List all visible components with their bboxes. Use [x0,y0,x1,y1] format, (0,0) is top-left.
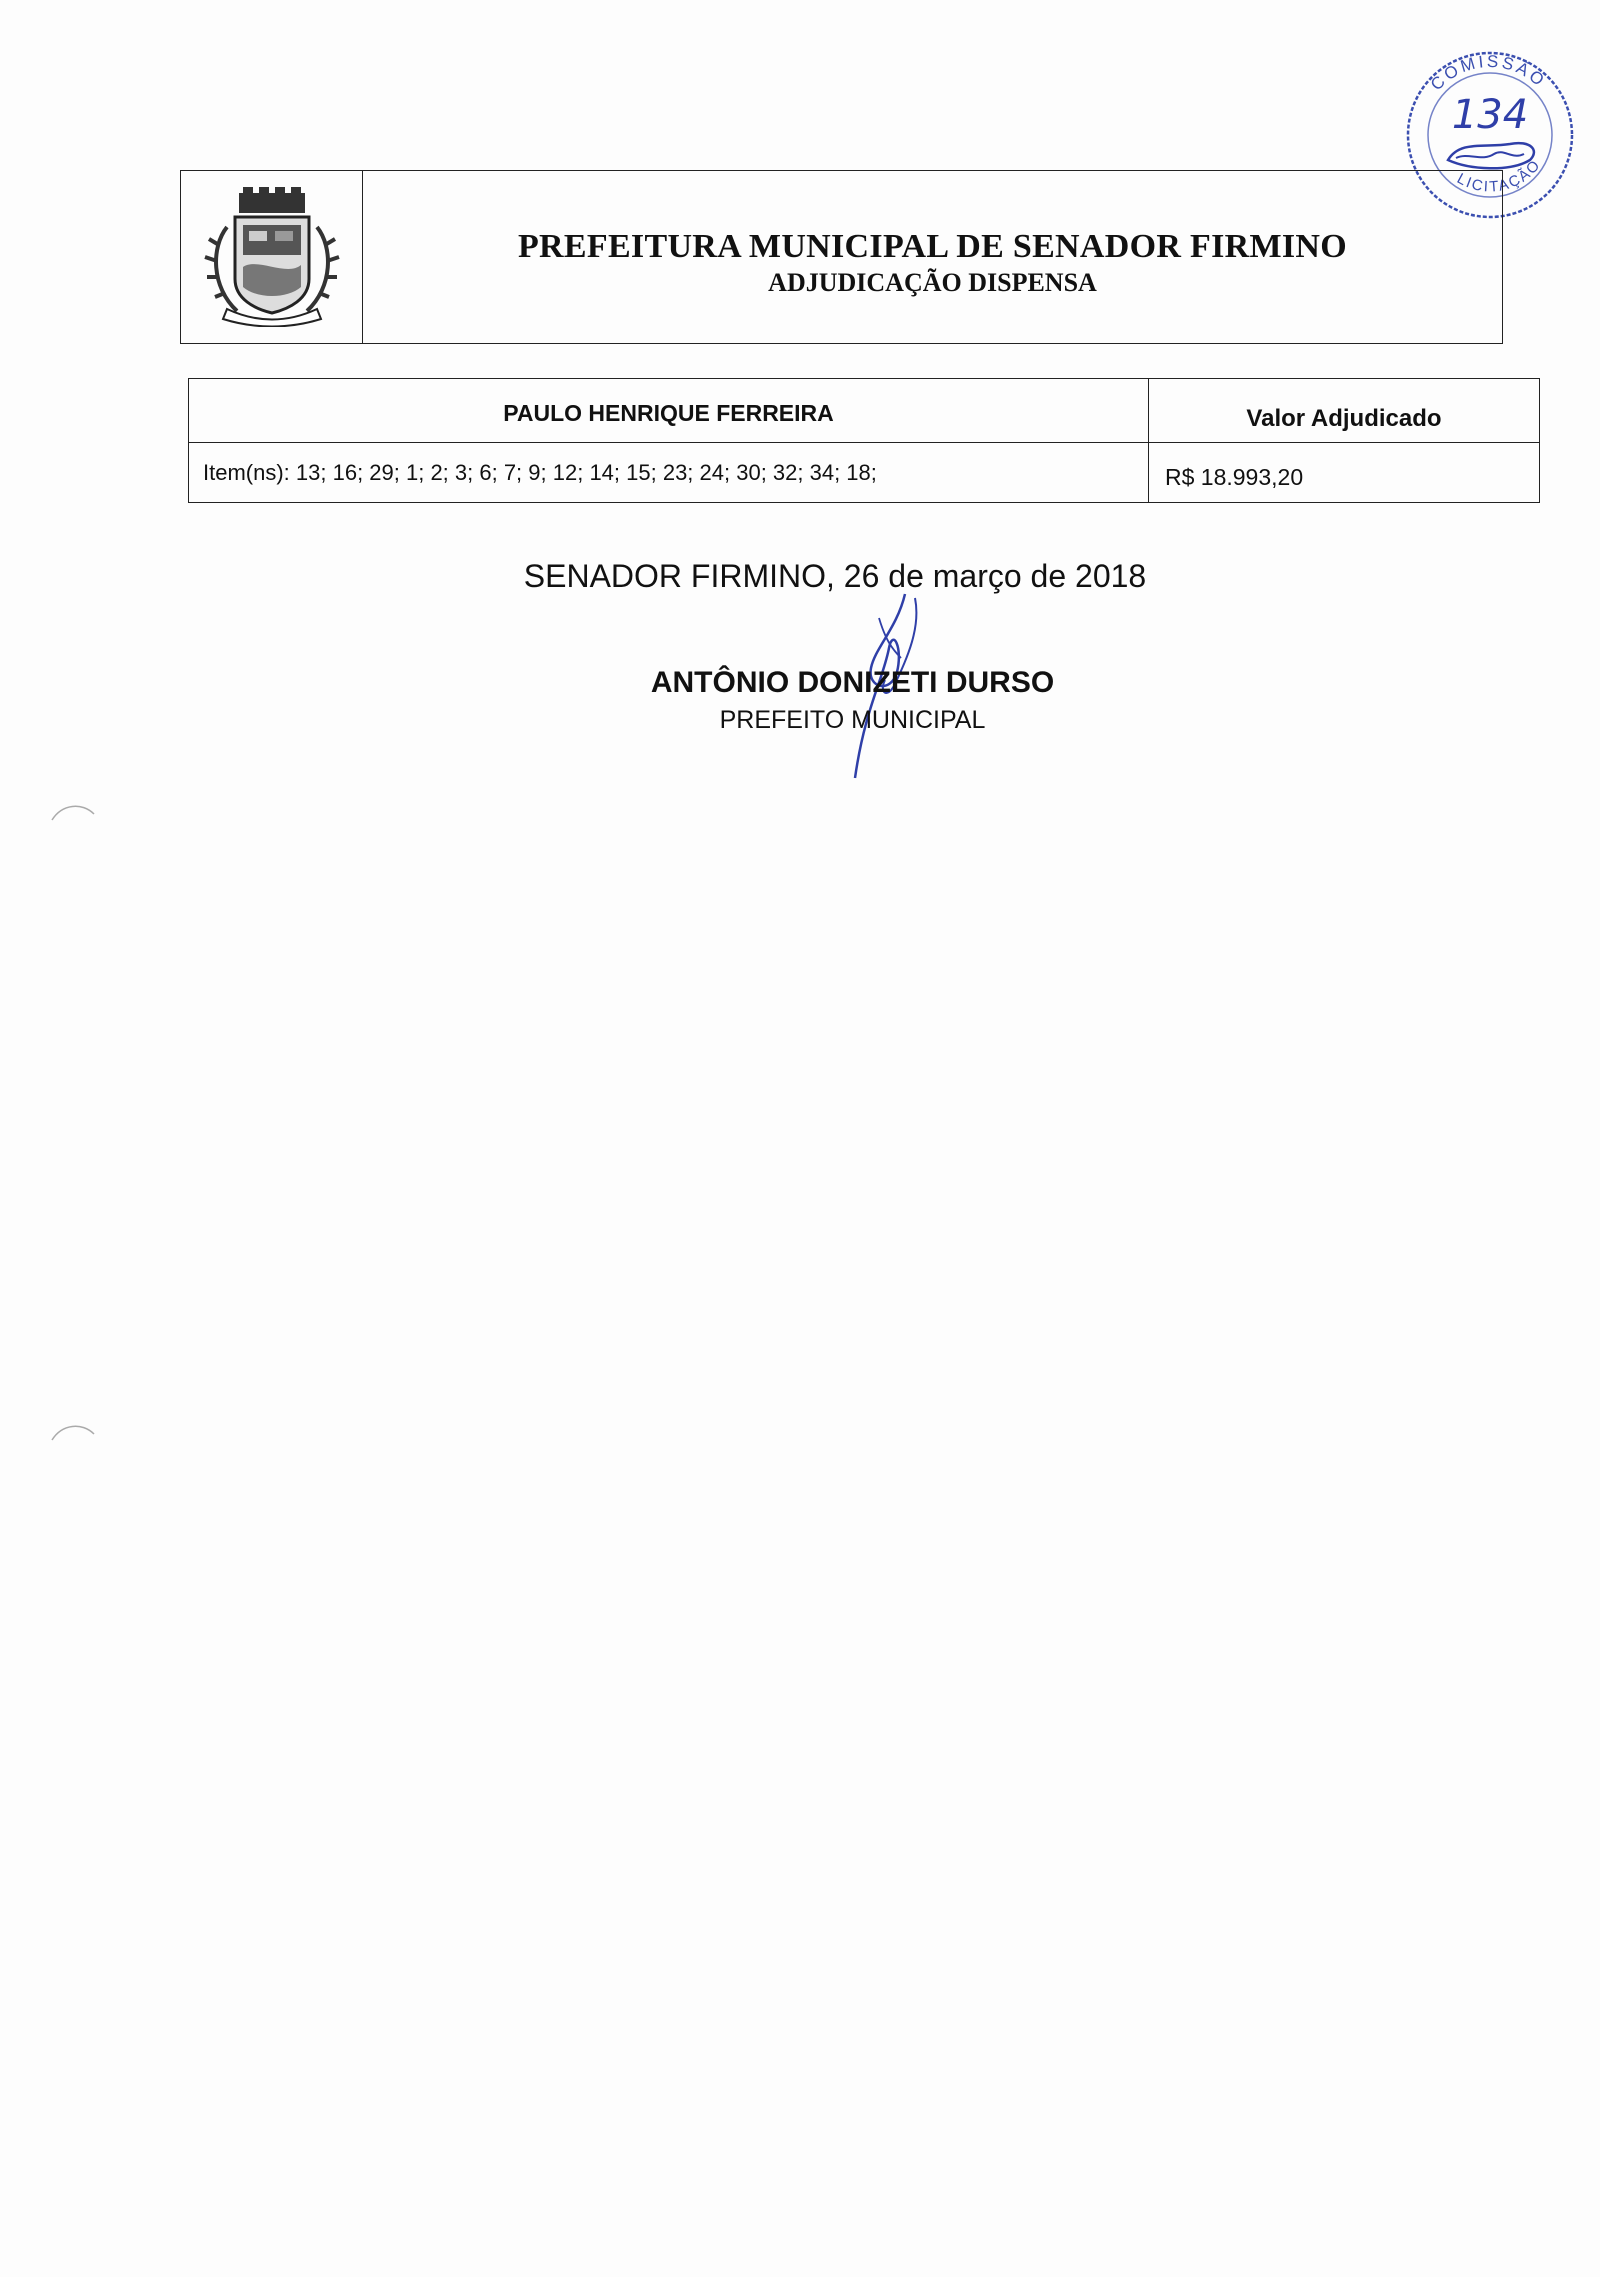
value-header: Valor Adjudicado [1149,379,1540,443]
awarded-value: R$ 18.993,20 [1149,443,1540,503]
header-title-cell [363,171,1502,343]
stamp-number: 134 [1451,92,1529,138]
items-list: Item(ns): 13; 16; 29; 1; 2; 3; 6; 7; 9; 12; 14; 15; 23; 24; 30; 32; 34; 18; [189,443,1149,503]
supplier-name: PAULO HENRIQUE FERREIRA [189,379,1149,443]
document-subtitle: ADJUDICAÇÃO DISPENSA [768,268,1097,297]
document-title: PREFEITURA MUNICIPAL DE SENADOR FIRMINO [517,228,1347,265]
date-line: SENADOR FIRMINO, 26 de março de 2018 [523,558,1147,594]
award-header-row [189,379,1540,443]
stamp-ring-top: COMISSÃO [1426,51,1550,95]
award-table [188,378,1540,503]
municipal-crest-cell [181,171,363,343]
signer-name: ANTÔNIO DONIZETI DURSO [650,666,1055,699]
signer-role: PREFEITO MUNICIPAL [719,706,986,734]
document-header [180,170,1503,344]
punch-hole-mark [48,796,98,826]
award-items-row [189,443,1540,503]
stamp-ring-bottom: LICITAÇÃO [1454,156,1545,196]
municipal-crest-icon [197,187,347,327]
punch-hole-mark [48,1416,98,1446]
